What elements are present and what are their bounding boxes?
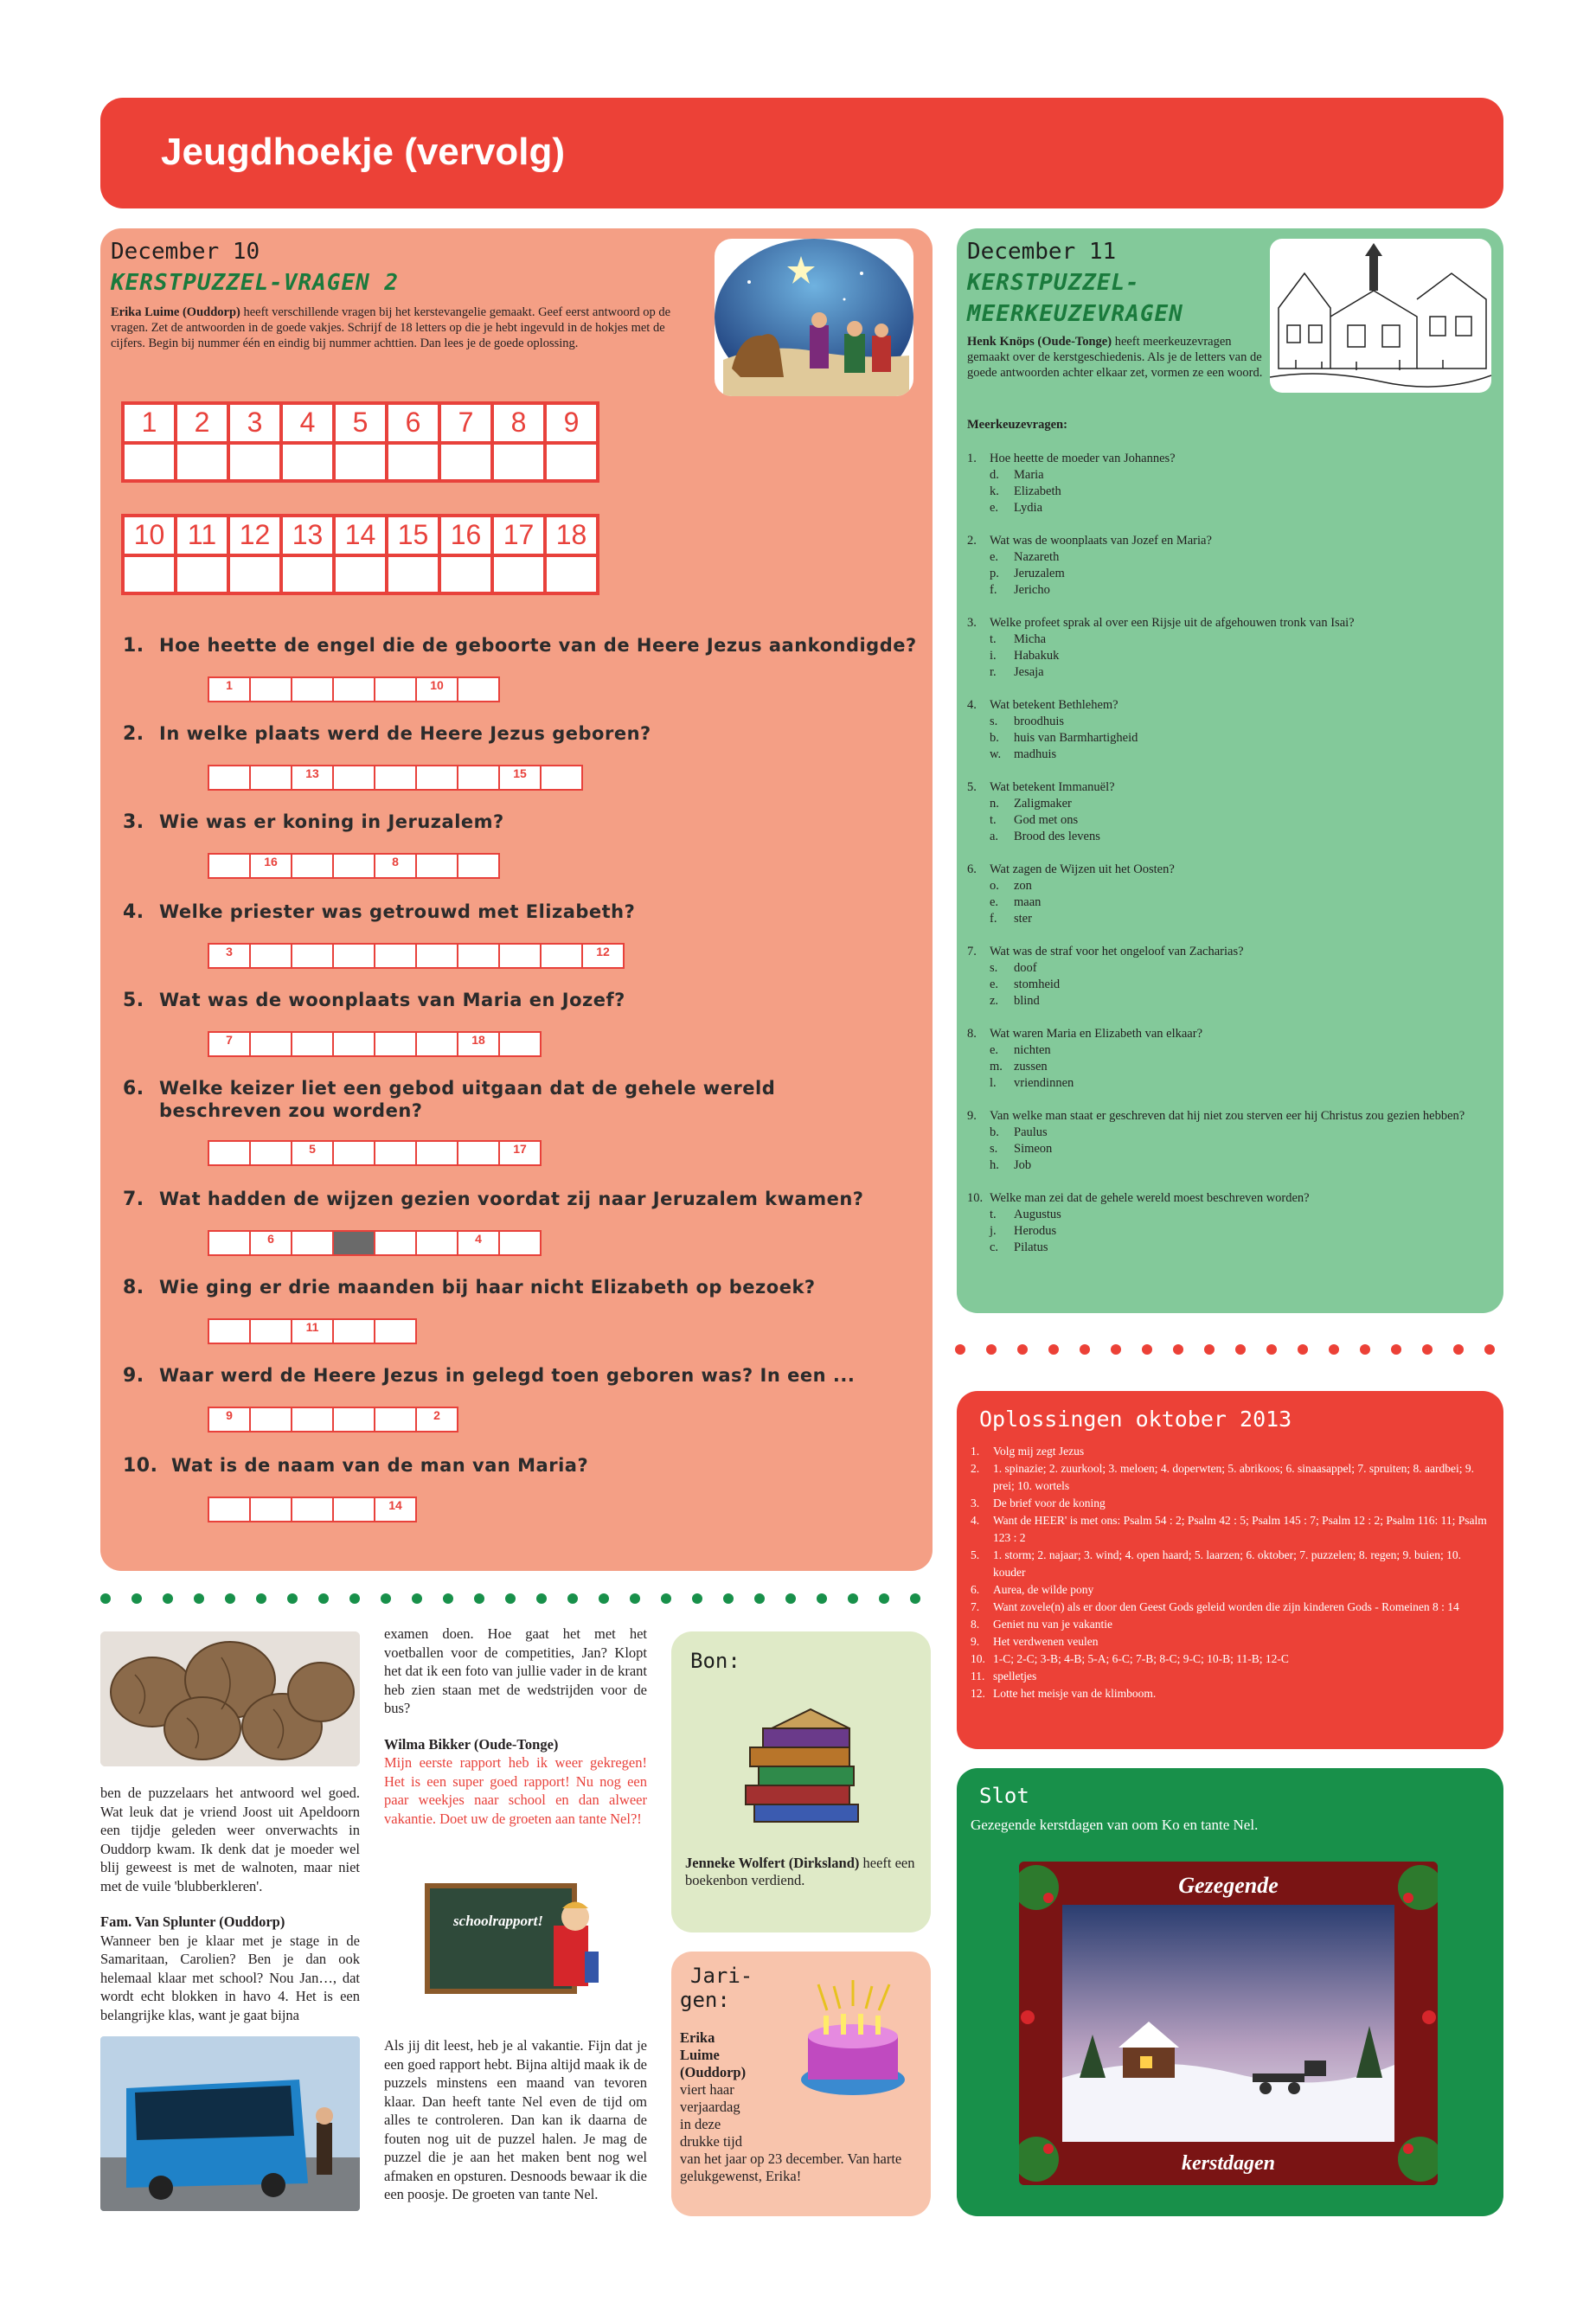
december-11-date: December 11: [967, 239, 1117, 265]
mc-question: 4. Wat betekent Bethlehem? s. broodhuis b. huis van Barmhartigheid w. madhuis: [967, 698, 1138, 761]
question-5: 5. Wat was de woonplaats van Maria en Jozef?: [123, 990, 625, 1011]
december-10-date: December 10: [111, 239, 260, 265]
grid-empty[interactable]: [176, 443, 228, 481]
grid-cell: 16: [439, 516, 492, 555]
books-icon: [728, 1702, 875, 1832]
birthday-cake-icon: [792, 1976, 913, 2106]
grid-empty[interactable]: [439, 555, 492, 593]
solution-item: 9. Het verdwenen veulen: [971, 1635, 1099, 1648]
december-10-intro: [111, 304, 699, 351]
answer-boxes-7[interactable]: 6 4: [208, 1230, 540, 1256]
december-11-subtitle-line2: MEERKEUZEVRAGEN: [967, 301, 1183, 327]
page-title: Jeugdhoekje (vervolg): [161, 131, 566, 173]
grid-empty[interactable]: [492, 555, 545, 593]
answer-boxes-10[interactable]: 14: [208, 1497, 415, 1522]
family-name: Fam. Van Splunter (Ouddorp): [100, 1913, 285, 1930]
card-greeting-bottom: kerstdagen: [1182, 2152, 1275, 2175]
question-7: 7. Wat hadden de wijzen gezien voordat zij naar Jeruzalem kwamen?: [123, 1189, 864, 1210]
question-6: 6. Welke keizer liet een gebod uitgaan dat de gehele wereld: [123, 1078, 776, 1099]
answer-boxes-4[interactable]: 3 12: [208, 943, 623, 969]
question-8: 8. Wie ging er drie maanden bij haar nicht Elizabeth op bezoek?: [123, 1277, 816, 1298]
christmas-card-image: [1019, 1862, 1438, 2185]
grid-cell: 14: [334, 516, 387, 555]
school-report-illustration: [424, 1882, 606, 2003]
voucher-panel: [671, 1631, 931, 1932]
grid-empty[interactable]: [228, 443, 281, 481]
multiple-choice-list: [967, 417, 1486, 1272]
grid-empty[interactable]: [334, 443, 387, 481]
mc-question: 3. Welke profeet sprak al over een Rijsje uit de afgehouwen tronk van Isai? t. Micha i. Habakuk r. Jesaja: [967, 616, 1355, 679]
grid-empty[interactable]: [334, 555, 387, 593]
grid-empty[interactable]: [281, 555, 334, 593]
grid-cell: 1: [123, 403, 176, 443]
intro-text: heeft meerkeuzevragen gemaakt over de kerstgeschiedenis. Als je de letters van de goede antwoorden achter elkaar zet, vormen ze een woord.: [967, 335, 1263, 380]
birthday-title-line1: Jari-: [690, 1964, 753, 1988]
grid-empty[interactable]: [387, 555, 439, 593]
question-3: 3. Wie was er koning in Jeruzalem?: [123, 811, 504, 833]
mc-question: 2. Wat was de woonplaats van Jozef en Maria? e. Nazareth p. Jeruzalem f. Jericho: [967, 534, 1212, 597]
grid-cell: 5: [334, 403, 387, 443]
solutions-list: [971, 1443, 1490, 1702]
grid-empty[interactable]: [281, 443, 334, 481]
grid-empty[interactable]: [123, 555, 176, 593]
question-2: 2. In welke plaats werd de Heere Jezus geboren?: [123, 723, 651, 745]
grid-empty[interactable]: [228, 555, 281, 593]
grid-cell: 13: [281, 516, 334, 555]
grid-empty[interactable]: [545, 443, 598, 481]
solution-item: 3. De brief voor de koning: [971, 1497, 1106, 1509]
answer-boxes-5[interactable]: 7 18: [208, 1031, 540, 1057]
nativity-picture: [715, 239, 913, 396]
grid-cell: 2: [176, 403, 228, 443]
answer-boxes-3[interactable]: 16 8: [208, 853, 498, 879]
author-name: Henk Knöps (Oude-Tonge): [967, 335, 1112, 349]
header-banner: [100, 98, 1503, 208]
december-11-subtitle-line1: KERSTPUZZEL-: [967, 270, 1140, 296]
grid-empty[interactable]: [387, 443, 439, 481]
solution-item: 8. Geniet nu van je vakantie: [971, 1618, 1112, 1631]
grid-cell: 11: [176, 516, 228, 555]
question-1: 1. Hoe heette de engel die de geboorte van de Heere Jezus aankondigde?: [123, 635, 917, 657]
question-9: 9. Waar werd de Heere Jezus in gelegd toen geboren was? In een ...: [123, 1365, 856, 1387]
bus-photo: [100, 2036, 360, 2211]
mc-question: 6. Wat zagen de Wijzen uit het Oosten? o. zon e. maan f. ster: [967, 862, 1175, 926]
closing-title: Slot: [979, 1784, 1029, 1808]
grid-cell: 10: [123, 516, 176, 555]
answer-grid-1-9: [121, 401, 599, 483]
mc-question: 9. Van welke man staat er geschreven dat hij niet zou sterven eer hij Christus zou gezien hebben? b. Paulus s. Simeon h. Job: [967, 1109, 1465, 1172]
answer-boxes-1[interactable]: 1 10: [208, 676, 498, 702]
voucher-text: Jenneke Wolfert (Dirksland) heeft een boekenbon verdiend.: [685, 1855, 915, 1888]
grid-cell: 3: [228, 403, 281, 443]
walnuts-photo: [100, 1631, 360, 1766]
intro-text: heeft verschillende vragen bij het kerstevangelie gemaakt. Geef eerst antwoord op de vragen. Zet de antwoorden in de goede vakjes. Schrijf de 18 letters op die je hebt ingevuld in de hokjes met de cijfers. Begin bij nummer één en eindig bij nummer achttien. Dan lees je de goede oplossing.: [111, 305, 671, 350]
grid-cell: 18: [545, 516, 598, 555]
bethlehem-drawing: [1270, 239, 1491, 393]
closing-panel: [957, 1768, 1503, 2216]
dot-separator-left: [100, 1593, 920, 1604]
dot-separator-right: [955, 1344, 1495, 1355]
closing-text: Gezegende kerstdagen van oom Ko en tante Nel.: [971, 1817, 1259, 1833]
mc-heading: Meerkeuzevragen:: [967, 418, 1067, 432]
card-greeting-top: Gezegende: [1178, 1873, 1279, 1898]
solution-item: 2. 1. spinazie; 2. zuurkool; 3. meloen; 4. doperwten; 5. abrikoos; 6. sinaasappel; 7. spruiten; 8. aardbei; 9. prei; 10. wortels: [971, 1462, 1474, 1492]
grid-cell: 15: [387, 516, 439, 555]
grid-empty[interactable]: [492, 443, 545, 481]
grid-empty[interactable]: [545, 555, 598, 593]
column-2-text-bottom: [384, 2036, 647, 2204]
column-1-text: [100, 1784, 360, 2024]
solution-item: 5. 1. storm; 2. najaar; 3. wind; 4. open haard; 5. laarzen; 6. oktober; 7. puzzelen; 8. regen; 9. buien; 10. kouder: [971, 1548, 1461, 1579]
grid-cell: 6: [387, 403, 439, 443]
column-1-paragraph: ben de puzzelaars het antwoord wel goed. Wat leuk dat je vriend Joost uit Apeldoorn een tijdje geleden weer onverwachts in Ouddorp kwam. Ik denk dat je moeder wel blij geweest is met de walnoten, maar niet met de vuile 'blubberkleren'.: [100, 1785, 360, 1894]
solution-item: 4. Want de HEER' is met ons: Psalm 54 : 2; Psalm 42 : 5; Psalm 145 : 7; Psalm 12 : 2; Psalm 116: 11; Psalm 123 : 2: [971, 1514, 1487, 1544]
december-10-panel: [100, 228, 933, 1571]
mc-question: 5. Wat betekent Immanuël? n. Zaligmaker t. God met ons a. Brood des levens: [967, 780, 1115, 843]
grid-cell: 8: [492, 403, 545, 443]
grid-cell: 12: [228, 516, 281, 555]
solution-item: 7. Want zovele(n) als er door den Geest Gods geleid worden die zijn kinderen Gods - Romeinen 8 : 14: [971, 1600, 1459, 1613]
column-2-text: [384, 1625, 647, 1828]
birthday-person: Erika Luime (Ouddorp) viert haar verjaardag in deze drukke tijd: [680, 2029, 747, 2150]
answer-boxes-9[interactable]: 9 2: [208, 1407, 457, 1433]
grid-cell: 9: [545, 403, 598, 443]
board-text: schoolrapport!: [453, 1913, 543, 1929]
mc-question: 10. Welke man zei dat de gehele wereld moest beschreven worden? t. Augustus j. Herodus c. Pilatus: [967, 1191, 1310, 1254]
solutions-title: Oplossingen oktober 2013: [979, 1407, 1292, 1432]
mc-question: 7. Wat was de straf voor het ongeloof van Zacharias? s. doof e. stomheid z. blind: [967, 945, 1244, 1008]
question-10: 10. Wat is de naam van de man van Maria?: [123, 1455, 589, 1477]
answer-boxes-2[interactable]: 13 15: [208, 765, 581, 791]
solution-item: 11. spelletjes: [971, 1670, 1037, 1682]
column-2-paragraph: examen doen. Hoe gaat het met het voetballen voor de competities, Jan? Klopt het dat ik een foto van jullie vader in de krant heb zien staan met de wedstrijden voor de bus?: [384, 1625, 647, 1716]
question-4: 4. Welke priester was getrouwd met Elizabeth?: [123, 901, 636, 923]
solutions-panel: [957, 1391, 1503, 1749]
answer-boxes-8[interactable]: 11: [208, 1318, 415, 1344]
december-10-subtitle: KERSTPUZZEL-VRAGEN 2: [111, 270, 400, 296]
solution-item: 1. Volg mij zegt Jezus: [971, 1445, 1085, 1458]
voucher-title: Bon:: [690, 1649, 740, 1673]
solution-item: 12. Lotte het meisje van de klimboom.: [971, 1687, 1157, 1700]
sender-name: Wilma Bikker (Oude-Tonge): [384, 1735, 559, 1753]
mc-question: 8. Wat waren Maria en Elizabeth van elkaar? e. nichten m. zussen l. vriendinnen: [967, 1027, 1203, 1090]
birthday-title-line2: gen:: [680, 1988, 730, 2012]
author-name: Erika Luime (Ouddorp): [111, 305, 240, 319]
birthday-panel: [671, 1952, 931, 2216]
grid-empty[interactable]: [439, 443, 492, 481]
column-2-paragraph: Als jij dit leest, heb je al vakantie. Fijn dat je een goed rapport hebt. Bijna altijd maak ik de puzzels minstens een maand van tevoren klaar. Dan heeft tante Nel even de tijd om alles te controleren. Dan kan ik daarna de fouten nog uit de puzzel halen. Je mag de puzzel die je aan het maken bent nog wel afmaken en opsturen. Desnoods bewaar ik die een poosje. De groeten van tante Nel.: [384, 2037, 647, 2202]
grid-empty[interactable]: [123, 443, 176, 481]
solution-item: 6. Aurea, de wilde pony: [971, 1583, 1094, 1596]
birthday-wishes: van het jaar op 23 december. Van harte gelukgewenst, Erika!: [680, 2150, 902, 2184]
grid-cell: 4: [281, 403, 334, 443]
mc-question: 1. Hoe heette de moeder van Johannes? d. Maria k. Elizabeth e. Lydia: [967, 452, 1176, 515]
letter-text-red: Mijn eerste rapport heb ik weer gekregen! Het is een super goed rapport! Nu nog een paar weekjes naar school en dan alweer vakantie. Doet uw de groeten aan tante Nel?!: [384, 1754, 647, 1827]
answer-grid-10-18: [121, 514, 599, 595]
answer-boxes-6[interactable]: 5 17: [208, 1140, 540, 1166]
grid-empty[interactable]: [176, 555, 228, 593]
solution-item: 10. 1-C; 2-C; 3-B; 4-B; 5-A; 6-C; 7-B; 8-C; 9-C; 10-B; 11-B; 12-C: [971, 1652, 1289, 1665]
grid-cell: 7: [439, 403, 492, 443]
december-11-intro: [967, 334, 1266, 381]
december-11-panel: [957, 228, 1503, 1313]
column-1-paragraph: Wanneer ben je klaar met je stage in de Samaritaan, Carolien? Ben je dan ook helemaal klaar met school? Nou Jan…, dat wordt echt blokken in havo 4. Het is een belangrijke klas, want je gaat bijna: [100, 1932, 360, 2023]
question-6-continued: beschreven zou worden?: [159, 1100, 423, 1121]
winner-name: Jenneke Wolfert (Dirksland): [685, 1855, 860, 1871]
grid-cell: 17: [492, 516, 545, 555]
